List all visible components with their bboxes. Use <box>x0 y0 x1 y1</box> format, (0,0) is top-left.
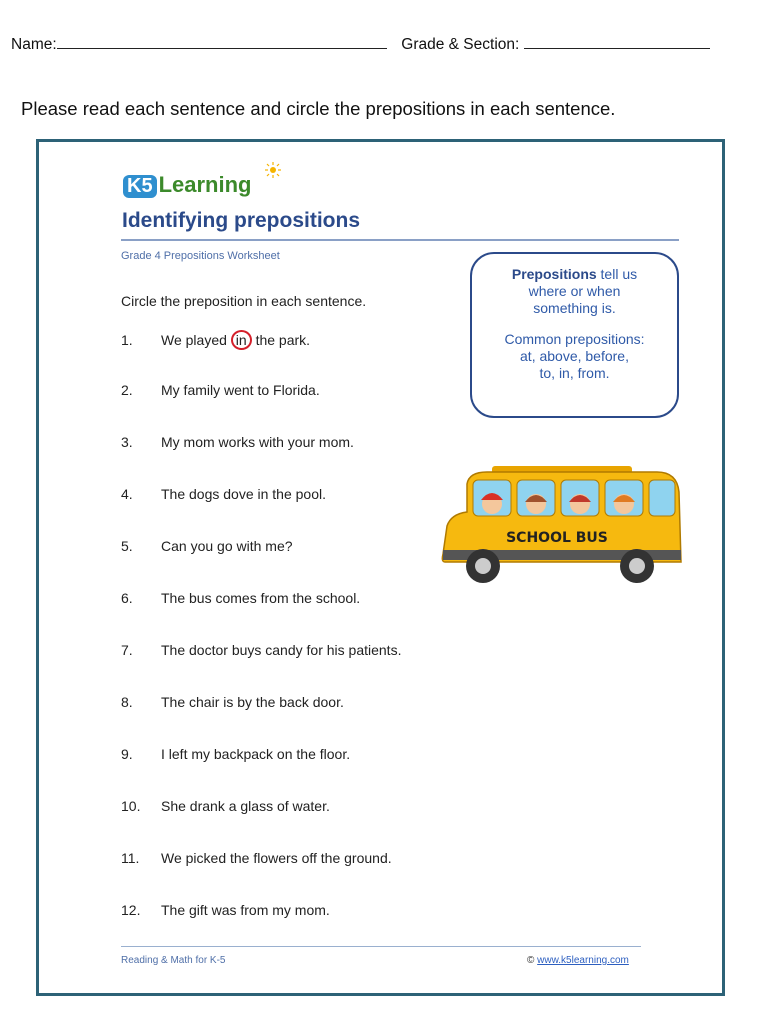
callout-line-5: at, above, before, <box>520 348 629 364</box>
sentence-text: The doctor buys candy for his patients. <box>161 642 402 658</box>
sentence-text: My family went to Florida. <box>161 382 320 398</box>
instruction-text: Please read each sentence and circle the prepositions in each sentence. <box>21 98 616 119</box>
name-blank[interactable] <box>57 36 387 49</box>
callout-line-1: tell us <box>596 266 638 282</box>
sentence-number: 1. <box>121 332 133 348</box>
title-divider <box>121 239 679 241</box>
callout-line-4: Common prepositions: <box>504 331 645 347</box>
worksheet-image <box>36 139 725 996</box>
sentence-number: 7. <box>121 642 133 658</box>
sentence-8 <box>121 694 344 710</box>
callout-bold: Prepositions <box>511 266 597 282</box>
logo-badge: K5 <box>123 175 157 198</box>
sentence-number: 3. <box>121 434 133 450</box>
worksheet-subtitle: Grade 4 Prepositions Worksheet <box>121 250 280 262</box>
sentence-5 <box>121 538 293 554</box>
school-bus-illustration <box>437 464 687 594</box>
name-grade-line <box>11 36 710 54</box>
sentence-6 <box>121 590 360 606</box>
bus-label: SCHOOL BUS <box>506 530 608 546</box>
sentence-text: I left my backpack on the floor. <box>161 746 351 762</box>
callout-line-2: where or when <box>528 283 621 299</box>
footer-link-group <box>527 955 629 966</box>
sentence-number: 10. <box>121 798 141 814</box>
sentence-text: She drank a glass of water. <box>161 798 330 814</box>
callout-line-6: to, in, from. <box>539 365 610 381</box>
copyright-icon: © <box>527 955 535 966</box>
sentence-text: Can you go with me? <box>161 538 293 554</box>
worksheet-title: Identifying prepositions <box>122 209 361 232</box>
footer-divider <box>121 946 641 947</box>
worksheet-directions: Circle the preposition in each sentence. <box>121 293 367 309</box>
k5learning-link[interactable]: www.k5learning.com <box>537 955 629 966</box>
sentence-number: 5. <box>121 538 133 554</box>
prepositions-callout <box>470 252 679 418</box>
grade-section-blank[interactable] <box>524 36 710 49</box>
sentence-text: My mom works with your mom. <box>161 434 354 450</box>
sentence-2 <box>121 382 320 398</box>
callout-line-3: something is. <box>533 300 616 316</box>
logo-text: Learning <box>158 172 252 197</box>
sentence-number: 4. <box>121 486 133 502</box>
sentence-text: We picked the flowers off the ground. <box>161 850 392 866</box>
sentence-9 <box>121 746 350 762</box>
sentence-number: 8. <box>121 694 133 710</box>
sentence-number: 6. <box>121 590 133 606</box>
sentence-text: The chair is by the back door. <box>161 694 344 710</box>
sentence-number: 2. <box>121 382 133 398</box>
grade-section-label: Grade & Section: <box>401 36 520 53</box>
sentence-number: 11. <box>121 850 140 866</box>
sentence-number: 12. <box>121 902 141 918</box>
k5-learning-logo <box>123 172 251 198</box>
sentence-text: The gift was from my mom. <box>161 902 330 918</box>
sentence-number: 9. <box>121 746 133 762</box>
sentence-12 <box>121 902 330 918</box>
sun-icon <box>265 162 281 178</box>
sentence-text-after: the park. <box>251 332 311 348</box>
sentence-4 <box>121 486 326 502</box>
sentence-text-before: We played <box>161 332 231 348</box>
circled-preposition: in <box>231 330 252 350</box>
footer-tagline: Reading & Math for K-5 <box>121 955 226 966</box>
sentence-3 <box>121 434 354 450</box>
sentence-10 <box>121 798 330 814</box>
sentence-1 <box>121 330 310 350</box>
sentence-11 <box>121 850 392 866</box>
name-label: Name: <box>11 36 57 53</box>
sentence-text: The dogs dove in the pool. <box>161 486 327 502</box>
sentence-7 <box>121 642 401 658</box>
sentence-text: The bus comes from the school. <box>161 590 361 606</box>
